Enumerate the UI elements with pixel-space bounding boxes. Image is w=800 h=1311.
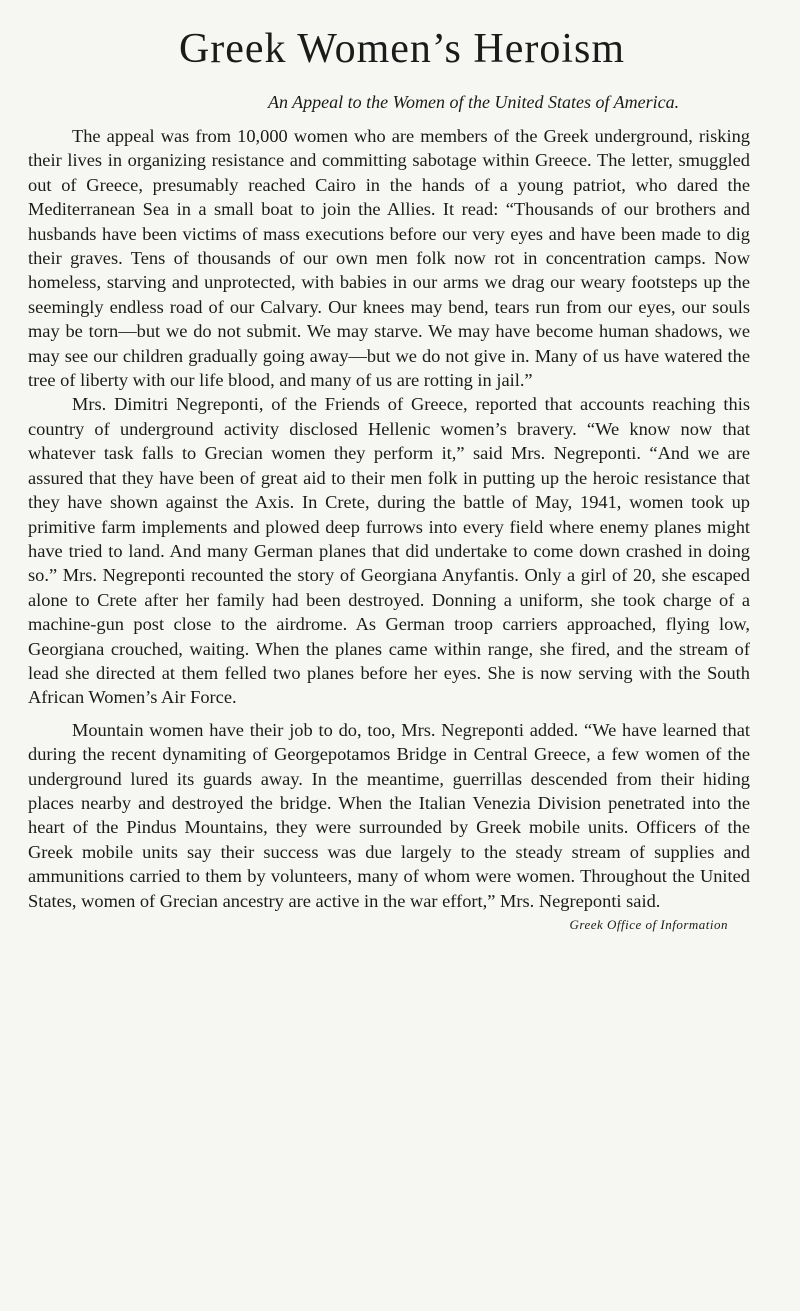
paragraph-3: Mountain women have their job to do, too, Mrs. Negreponti added. “We have learned that during the recent dynamiting of Georgepotamos Bridge in Central Greece, a few women of the underground lured its guards away. In the meantime, guerrillas descended from their hiding places nearby and destroyed the bridge. When the Italian Venezia Division penetrated into the heart of the Pindus Mountains, they were surrounded by Greek mobile units. Officers of the Greek mobile units say their success was due largely to the steady stream of supplies and ammunitions carried to them by volunteers, many of whom were women. Throughout the United States, women of Grecian ancestry are active in the war effort,” Mrs. Negreponti said. [28, 719, 750, 911]
article-subtitle: An Appeal to the Women of the United States of America. [268, 92, 680, 112]
article-body [28, 124, 750, 913]
paragraph-2: Mrs. Dimitri Negreponti, of the Friends of Greece, reported that accounts reaching this country of underground activity disclosed Hellenic women’s bravery. “We know now that whatever task falls to Grecian women they perform it,” said Mrs. Negreponti. “And we are assured that they have been of great aid to their men folk in putting up the heroic resistance that they have shown against the Axis. In Crete, during the battle of May, 1941, women took up primitive farm implements and plowed deep furrows into every field where enemy planes might have tried to land. And many German planes that did undertake to come down crashed in doing so.” Mrs. Negreponti recounted the story of Georgiana Anyfantis. Only a girl of 20, she escaped alone to Crete after her family had been destroyed. Donning a uniform, she took charge of a machine-gun post close to the airdrome. As German troop carriers approached, flying low, Georgiana crouched, waiting. When the planes came within range, she fired, and the stream of lead she directed at them felled two planes before her eyes. She is now serving with the South African Women’s Air Force. [28, 394, 750, 708]
paragraph-1: The appeal was from 10,000 women who are members of the Greek underground, risking their lives in organizing resistance and committing sabotage within Greece. The letter, smuggled out of Greece, presumably reached Cairo in the hands of a young patriot, who dared the Mediterranean Sea in a small boat to join the Allies. It read: “Thousands of our brothers and husbands have been victims of mass executions before our very eyes and have been made to dig their graves. Tens of thousands of our own men folk now rot in concentration camps. Now homeless, starving and unprotected, with babies in our arms we drag our weary footsteps up the seemingly endless road of our Calvary. Our knees may bend, tears run from our eyes, our souls may be torn—but we do not submit. We may starve. We may have become human shadows, we may see our children gradually going away—but we do not give in. Many of us have watered the tree of liberty with our life blood, and many of us are rotting in jail.” [28, 126, 750, 391]
source-credit: Greek Office of Information [569, 917, 728, 932]
article-title: Greek Women’s Heroism [178, 26, 626, 72]
